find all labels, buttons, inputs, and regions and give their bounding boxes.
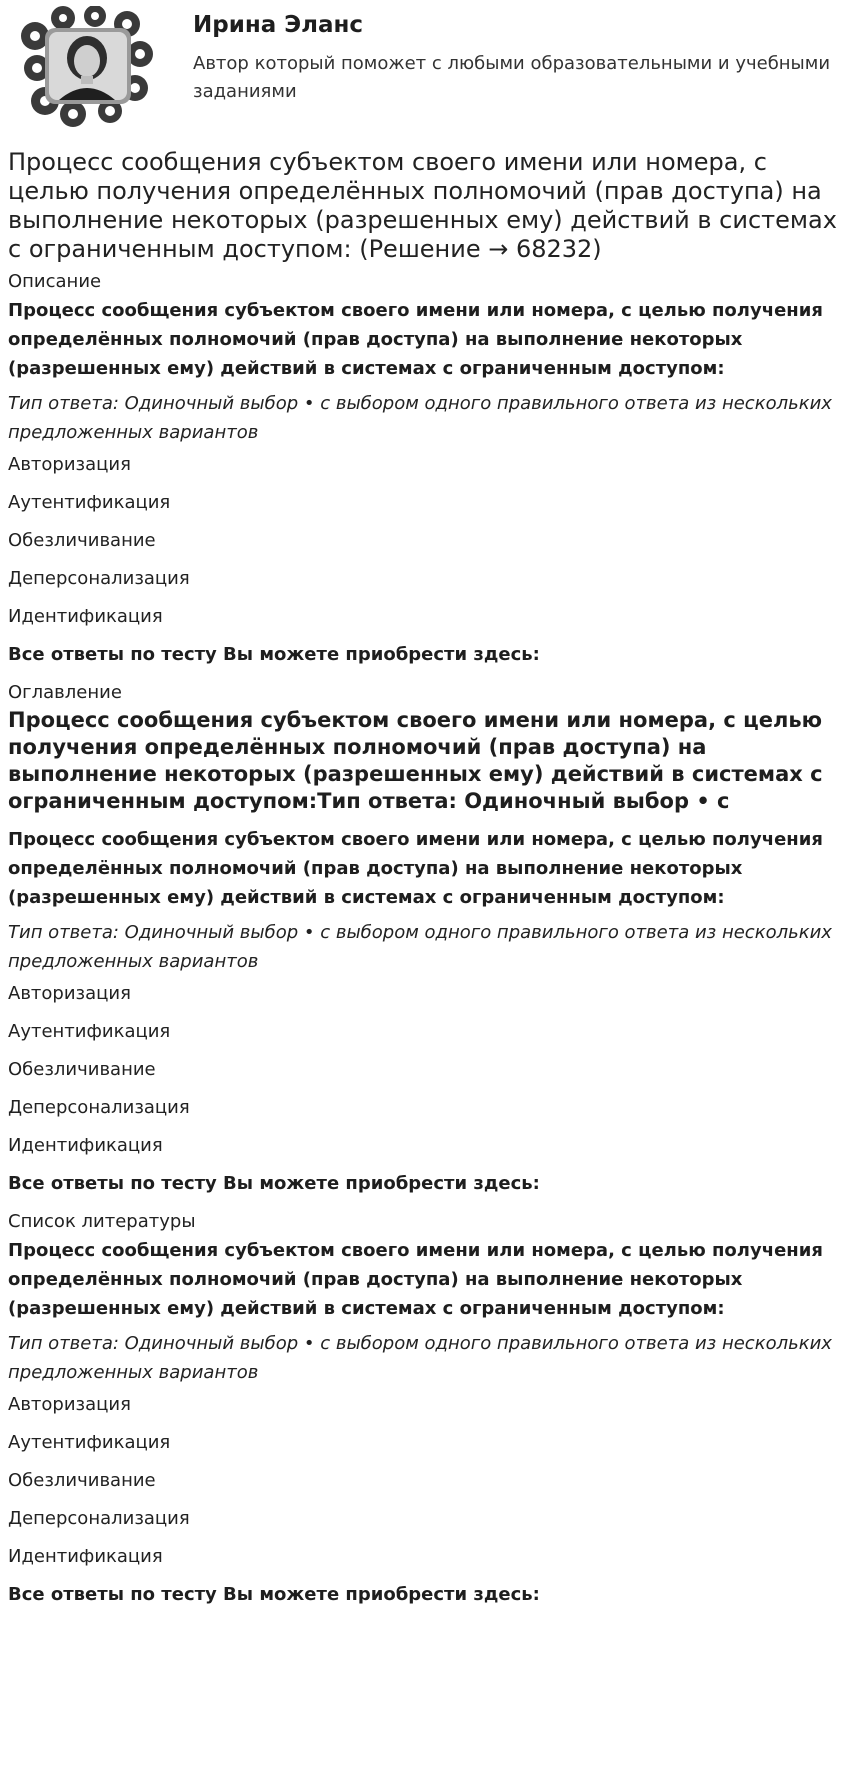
answer-option: Идентификация: [8, 1546, 163, 1567]
answer-option: Деперсонализация: [8, 1508, 190, 1529]
answer-option: Деперсонализация: [8, 568, 190, 589]
answer-option: Обезличивание: [8, 1470, 156, 1491]
bibliography-label: Список литературы: [8, 1211, 196, 1232]
answer-option: Аутентификация: [8, 1021, 171, 1042]
buy-answers-text: Все ответы по тесту Вы можете приобрести здесь:: [8, 1173, 540, 1194]
question-text: Процесс сообщения субъектом своего имени или номера, с целью получения определённых полномочий (прав доступа) на выполнение некоторых (разрешенных ему) действий в системах с ограниченным доступом:: [8, 1240, 823, 1319]
description-section: [8, 270, 839, 667]
toc-label: Оглавление: [8, 682, 122, 703]
answer-option: Идентификация: [8, 1135, 163, 1156]
author-name[interactable]: Ирина Эланс: [193, 12, 364, 38]
answer-option: Авторизация: [8, 1394, 131, 1415]
question-text: Процесс сообщения субъектом своего имени или номера, с целью получения определённых полномочий (прав доступа) на выполнение некоторых (разрешенных ему) действий в системах с ограниченным доступом:: [8, 829, 823, 908]
answer-type: Тип ответа: Одиночный выбор • с выбором одного правильного ответа из нескольких предложенных вариантов: [8, 393, 832, 443]
buy-answers-text: Все ответы по тесту Вы можете приобрести здесь:: [8, 644, 540, 665]
answer-type: Тип ответа: Одиночный выбор • с выбором одного правильного ответа из нескольких предложенных вариантов: [8, 1333, 832, 1383]
page-title: Процесс сообщения субъектом своего имени или номера, с целью получения определённых полномочий (прав доступа) на выполнение некоторых (разрешенных ему) действий в системах с ограниченным доступом: (Решение → 68232): [8, 148, 837, 263]
answer-option: Обезличивание: [8, 530, 156, 551]
buy-answers-text: Все ответы по тесту Вы можете приобрести здесь:: [8, 1584, 540, 1605]
toc-heading: Процесс сообщения субъектом своего имени или номера, с целью получения определённых полномочий (прав доступа) на выполнение некоторых (разрешенных ему) действий в системах с ограниченным доступом:Тип ответа: Одиночный выбор • с: [8, 708, 823, 813]
answer-option: Идентификация: [8, 606, 163, 627]
description-label: Описание: [8, 271, 102, 292]
answer-option: Аутентификация: [8, 492, 171, 513]
answer-option: Обезличивание: [8, 1059, 156, 1080]
bibliography-section: [8, 1210, 839, 1607]
answer-type: Тип ответа: Одиночный выбор • с выбором одного правильного ответа из нескольких предложенных вариантов: [8, 922, 832, 972]
answer-option: Авторизация: [8, 983, 131, 1004]
author-description: Автор который поможет с любыми образовательными и учебными заданиями: [193, 53, 831, 102]
author-header: [8, 0, 839, 140]
author-avatar[interactable]: [15, 6, 158, 129]
toc-section: [8, 681, 839, 1196]
answer-option: Авторизация: [8, 454, 131, 475]
answer-option: Деперсонализация: [8, 1097, 190, 1118]
question-text: Процесс сообщения субъектом своего имени или номера, с целью получения определённых полномочий (прав доступа) на выполнение некоторых (разрешенных ему) действий в системах с ограниченным доступом:: [8, 300, 823, 379]
answer-option: Аутентификация: [8, 1432, 171, 1453]
